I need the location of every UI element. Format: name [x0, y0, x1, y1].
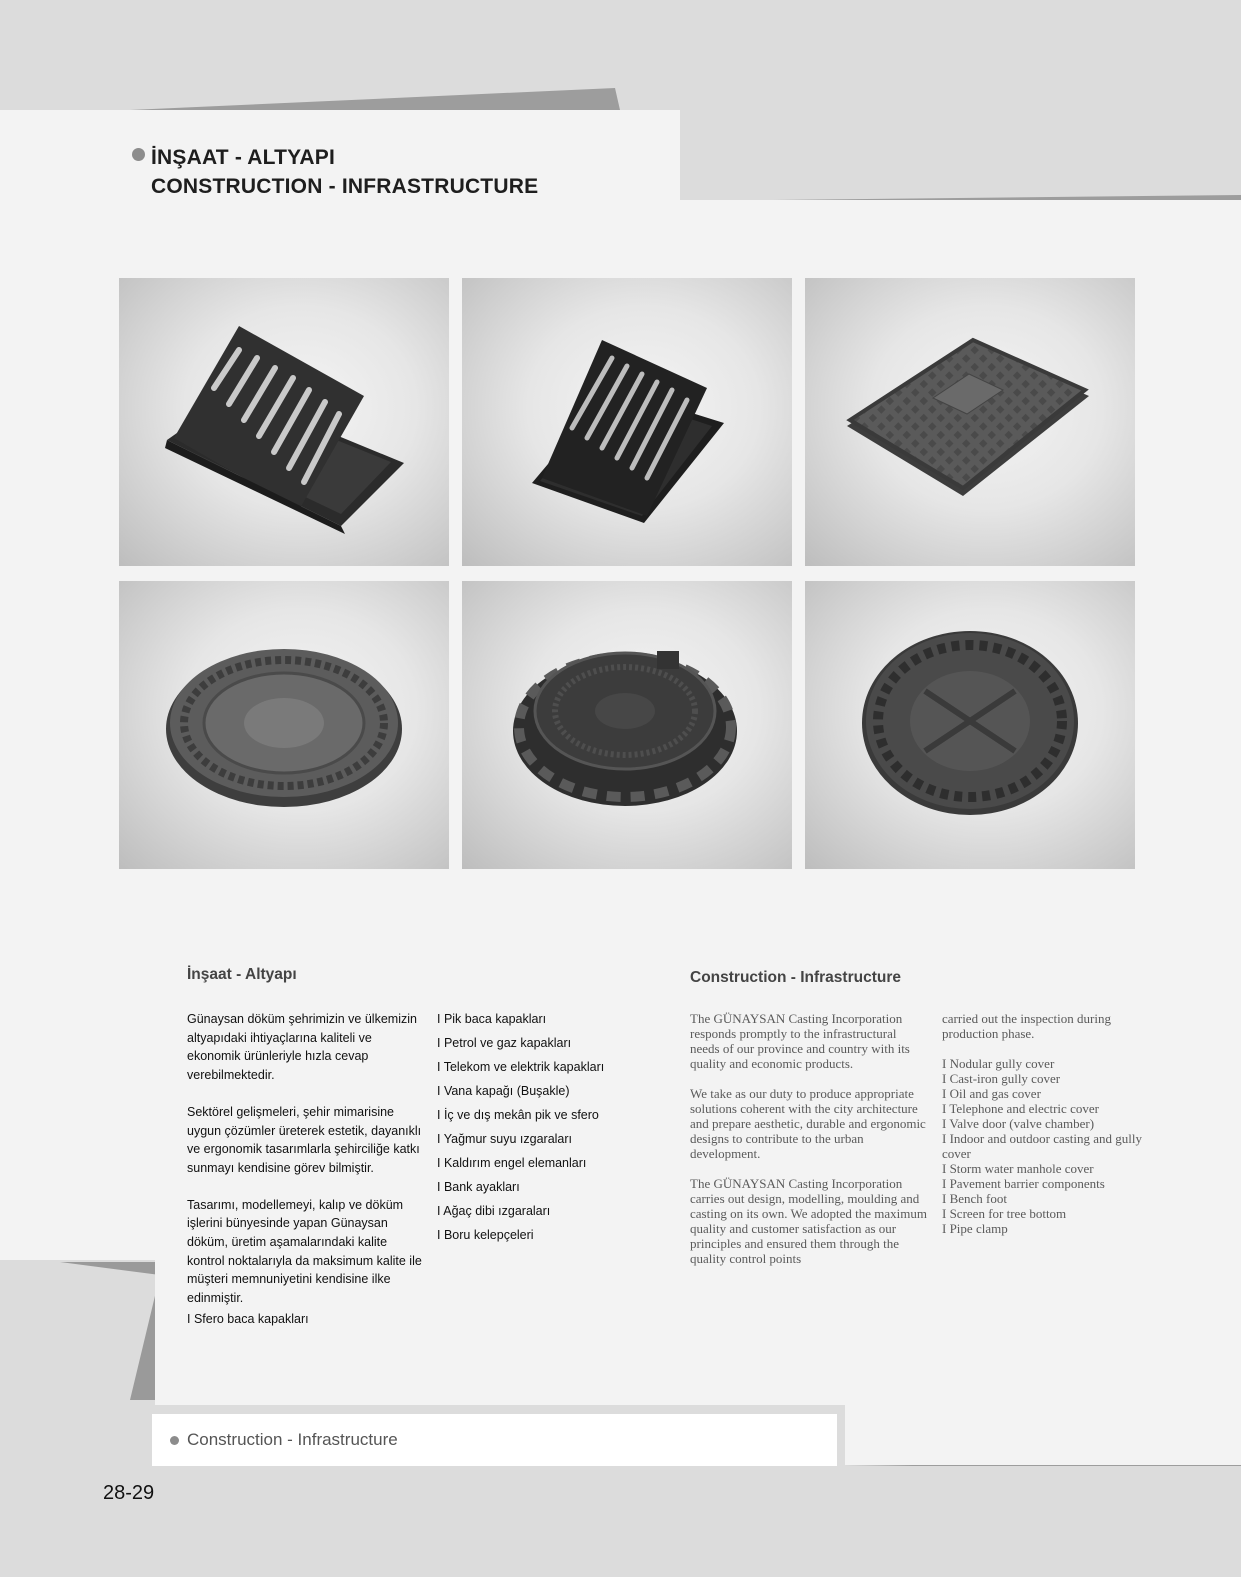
list-item-en: I Bench foot: [942, 1191, 1007, 1206]
footer-bullet-icon: [170, 1436, 179, 1445]
list-item-tr: I Vana kapağı (Buşakle): [437, 1084, 570, 1098]
footer-label: Construction - Infrastructure: [187, 1430, 398, 1449]
paragraph-tr-3: Tasarımı, modellemeyi, kalıp ve döküm işlerini bünyesinde yapan Günaysan döküm, üretim aşamalarındaki kalite kontrol noktalarıyla da maksimum kalite ile müşteri memnuniyetini kendisine ilke edinmiştir.: [187, 1197, 422, 1306]
photo-angled-gully-grate: [119, 278, 449, 566]
photo-hinged-gully-grate: [462, 278, 792, 566]
page-title-en: CONSTRUCTION - INFRASTRUCTURE: [151, 175, 539, 198]
paragraph-tr-1: Günaysan döküm şehrimizin ve ülkemizin altyapıdaki ihtiyaçlarına kaliteli ve ekonomik ürünleriyle hızla cevap verebilmektedir.: [187, 1012, 417, 1083]
paragraph-en-1: The GÜNAYSAN Casting Incorporation responds promptly to the infrastructural needs of our province and country with its quality and economic products.: [690, 1011, 910, 1071]
content-panel-right: [845, 1395, 1241, 1465]
list-item-tr: I Telekom ve elektrik kapakları: [437, 1060, 605, 1074]
list-item-tr: I Kaldırım engel elemanları: [437, 1156, 587, 1170]
english-product-list: [942, 1011, 1170, 1236]
section-heading-en: Construction - Infrastructure: [690, 969, 901, 986]
page-number: 28-29: [103, 1482, 155, 1504]
list-item-en: I Oil and gas cover: [942, 1086, 1041, 1101]
list-item-tr: I Boru kelepçeleri: [437, 1228, 534, 1242]
list-item-en: I Telephone and electric cover: [942, 1101, 1099, 1116]
list-item-tr: I Ağaç dibi ızgaraları: [437, 1204, 551, 1218]
list-item-en: I Pipe clamp: [942, 1221, 1008, 1236]
photo-round-manhole-cover-hinged: [462, 581, 792, 869]
paragraph-en-2: We take as our duty to produce appropriate solutions coherent with the city architecture and prepare aesthetic, durable and ergonomic designs to contribute to the urban development.: [690, 1086, 926, 1161]
list-item-en: I Indoor and outdoor casting and gully cover: [942, 1131, 1143, 1161]
english-text-column: [690, 1011, 928, 1266]
photo-round-manhole-cover-radial: [119, 581, 449, 869]
list-item-en: I Cast-iron gully cover: [942, 1071, 1061, 1086]
list-item-tr-first: I Sfero baca kapakları: [187, 1311, 309, 1326]
paragraph-en-3: The GÜNAYSAN Casting Incorporation carries out design, modelling, moulding and casting on its own. We adopted the maximum quality and customer satisfaction as our principles and ensured them through the quality control points: [690, 1176, 928, 1266]
list-item-en: I Screen for tree bottom: [942, 1206, 1067, 1221]
photo-round-manhole-cover-underside: [805, 581, 1135, 869]
paragraph-tr-2: Sektörel gelişmeleri, şehir mimarisine uygun çözümler üreterek estetik, dayanıklı ve ergonomik tasarımlarla şehirciliğe katkı sunmayı kendisine görev bilmiştir.: [187, 1104, 422, 1175]
paragraph-en-continuation: carried out the inspection during production phase.: [942, 1011, 1111, 1041]
list-item-en: I Pavement barrier components: [942, 1176, 1105, 1191]
title-bullet-icon: [132, 148, 145, 161]
section-heading-tr: İnşaat - Altyapı: [187, 966, 297, 983]
list-item-en: I Storm water manhole cover: [942, 1161, 1094, 1176]
photo-rectangular-cover: [805, 278, 1135, 566]
page-title-tr: İNŞAAT - ALTYAPI: [151, 146, 336, 169]
turkish-text-column: [187, 1010, 427, 1329]
list-item-en: I Nodular gully cover: [942, 1056, 1055, 1071]
list-item-tr: I Pik baca kapakları: [437, 1012, 547, 1026]
list-item-tr: I Petrol ve gaz kapakları: [437, 1036, 572, 1050]
turkish-product-list: [437, 1007, 657, 1247]
list-item-tr: I Yağmur suyu ızgaraları: [437, 1132, 573, 1146]
list-item-tr: I Bank ayakları: [437, 1180, 520, 1194]
list-item-tr: I İç ve dış mekân pik ve sfero: [437, 1108, 599, 1122]
list-item-en: I Valve door (valve chamber): [942, 1116, 1095, 1131]
